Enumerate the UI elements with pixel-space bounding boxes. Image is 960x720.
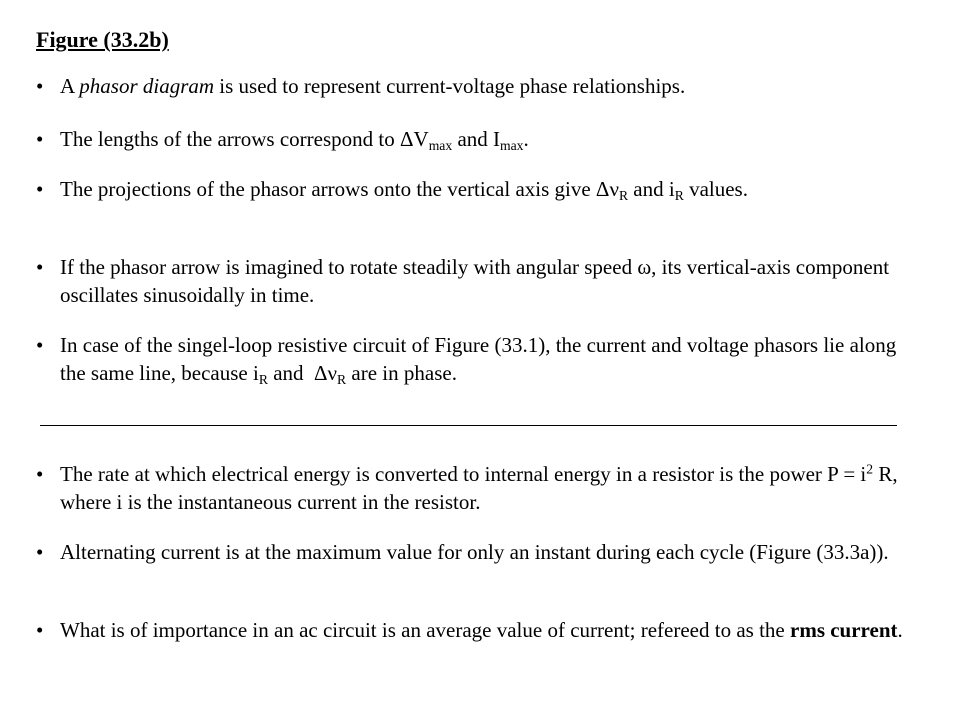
bullet-resistive-circuit xyxy=(36,331,916,387)
text-run: A xyxy=(60,74,80,98)
text-run: and xyxy=(267,361,315,385)
text-run: . xyxy=(897,618,903,642)
bullet-dot: • xyxy=(36,255,44,279)
subscript-max: max xyxy=(500,138,524,154)
bullet-alternating-current xyxy=(36,538,916,566)
section-divider xyxy=(40,425,897,426)
text-run: If the phasor arrow is imagined to rotate steadily with angular speed xyxy=(60,255,638,279)
subscript-r: R xyxy=(337,372,347,388)
text-run: . xyxy=(523,127,529,151)
bullet-text xyxy=(60,175,916,203)
bullet-text xyxy=(60,253,916,309)
text-run: values. xyxy=(683,177,748,201)
delta-symbol: Δ xyxy=(314,361,328,385)
subscript-r: R xyxy=(258,372,268,388)
subscript-r: R xyxy=(674,188,684,204)
nu-symbol: ν xyxy=(609,177,619,201)
text-run: are in phase. xyxy=(346,361,457,385)
bullet-rotation xyxy=(36,253,916,309)
text-run: The projections of the phasor arrows onto the vertical axis give xyxy=(60,177,596,201)
nu-symbol: ν xyxy=(327,361,338,385)
text-run: R, where i is the instantaneous current in the resistor. xyxy=(60,462,898,514)
text-run: is used to represent current-voltage phase relationships. xyxy=(214,74,686,98)
text-run: In case of the singel-loop resistive circuit of Figure (33.1), the current and voltage phasors lie along the same line, because i xyxy=(60,333,897,385)
bullet-rms-current xyxy=(36,616,916,644)
emphasis-phasor-diagram: phasor diagram xyxy=(79,74,215,98)
bullet-text xyxy=(60,331,916,387)
bullet-dot: • xyxy=(36,462,44,486)
slide-heading: Figure (33.2b) xyxy=(36,27,169,52)
text-run: V xyxy=(413,127,429,151)
bullet-text: Alternating current is at the maximum value for only an instant during each cycle (Figure (33.3a)). xyxy=(60,540,889,564)
text-run: and I xyxy=(452,127,501,151)
bullet-dot: • xyxy=(36,618,44,642)
bullet-text xyxy=(60,125,916,153)
bullet-text xyxy=(60,460,916,516)
bullet-phasor-diagram xyxy=(36,72,916,100)
bullet-dot: • xyxy=(36,540,44,564)
text-run: The rate at which electrical energy is converted to internal energy in a resistor is the power P = i xyxy=(60,462,867,486)
delta-symbol: Δ xyxy=(400,127,414,151)
text-run: What is of importance in an ac circuit is an average value of current; refereed to as the xyxy=(60,618,790,642)
bullet-dot: • xyxy=(36,74,44,98)
bullet-projections xyxy=(36,175,916,203)
delta-symbol: Δ xyxy=(595,177,610,201)
bullet-dot: • xyxy=(36,127,44,151)
bullet-power xyxy=(36,460,916,516)
bold-rms-current: rms current xyxy=(790,618,898,642)
superscript-2: 2 xyxy=(866,461,874,477)
bullet-text xyxy=(60,72,916,100)
bullet-text xyxy=(60,616,916,644)
text-run: , its vertical-axis component oscillates sinusoidally in time. xyxy=(60,255,890,307)
bullet-dot: • xyxy=(36,177,44,201)
bullet-arrow-lengths xyxy=(36,125,916,153)
omega-symbol: ω xyxy=(637,255,652,279)
text-run: and i xyxy=(628,177,675,201)
text-run: The lengths of the arrows correspond to xyxy=(60,127,400,151)
subscript-r: R xyxy=(618,188,629,204)
bullet-dot: • xyxy=(36,333,44,357)
subscript-max: max xyxy=(428,138,453,154)
